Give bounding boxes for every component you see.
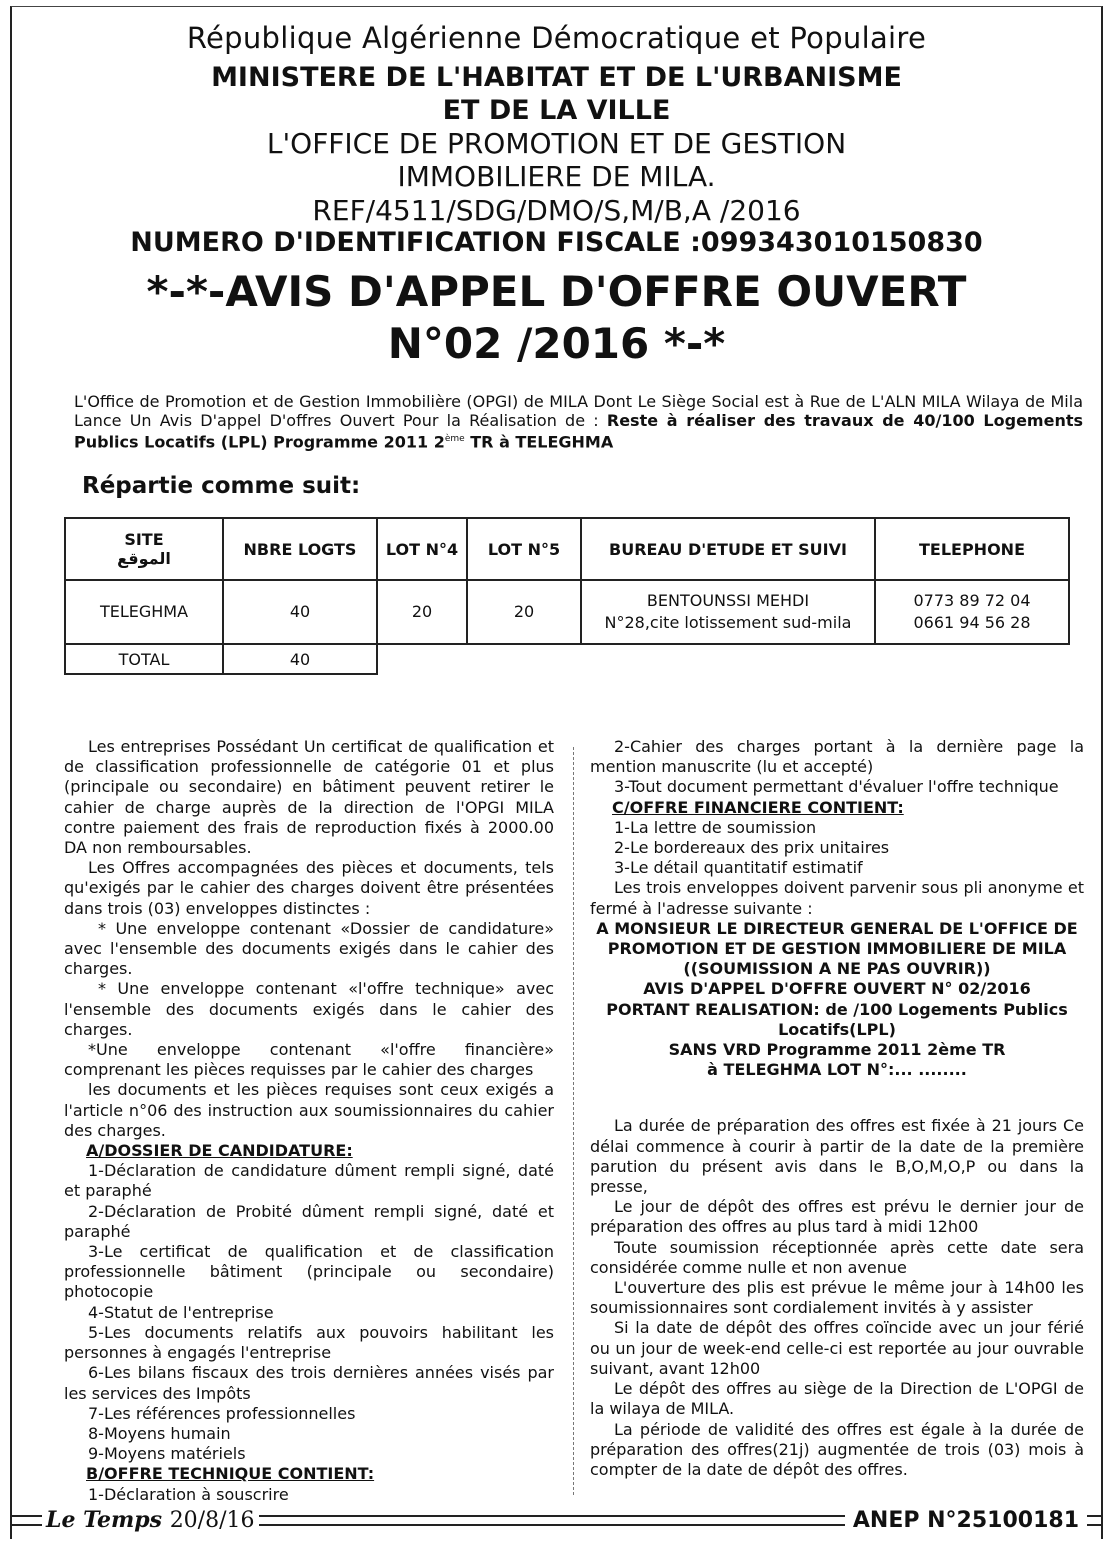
paragraph: 3-Le certificat de qualification et de classification professionnelle bâtiment (principale ou secondaire) photocopie	[64, 1242, 554, 1302]
lots-table	[64, 517, 1070, 675]
footer	[12, 1505, 1101, 1535]
paragraph: AVIS D'APPEL D'OFFRE OUVERT N° 02/2016	[643, 979, 1031, 999]
intro-bold-end: TR à TELEGHMA	[464, 432, 614, 452]
paragraph: A MONSIEUR LE DIRECTEUR GENERAL DE L'OFFICE DE PROMOTION ET DE GESTION IMMOBILIERE DE MILA	[596, 918, 1078, 959]
intro-bold-sup: ème	[444, 434, 465, 444]
intro-bold: Reste à réaliser des travaux de 40/100 Logements Publics Locatifs (LPL) Programme 2011 2	[74, 411, 1084, 452]
paragraph: Les Offres accompagnées des pièces et documents, tels qu'exigés par le cahier des charges doivent être présentées dans trois (03) enveloppes distinctes :	[64, 858, 554, 918]
section-heading: A/DOSSIER DE CANDIDATURE:	[86, 1141, 353, 1161]
paragraph: La durée de préparation des offres est fixée à 21 jours Ce délai commence à courir à partir de la date de la première parution du présent avis dans le B,O,M,O,P ou dans la presse,	[590, 1116, 1084, 1197]
repartition-title: Répartie comme suit:	[82, 473, 361, 500]
column-divider	[573, 747, 574, 1495]
cell-total-value: 40	[223, 644, 377, 674]
paragraph	[590, 1080, 1084, 1116]
paragraph: Le dépôt des offres au siège de la Direction de L'OPGI de la wilaya de MILA.	[590, 1379, 1084, 1419]
ministry-line-1: MINISTERE DE L'HABITAT ET DE L'URBANISME	[211, 62, 902, 93]
paragraph: * Une enveloppe contenant «l'offre technique» avec l'ensemble des documents exigés dans le cahier des charges.	[64, 979, 554, 1039]
empty-cell	[467, 644, 581, 674]
newspaper-name	[42, 1507, 259, 1533]
paragraph: ((SOUMISSION A NE PAS OUVRIR))	[683, 959, 991, 979]
footer-rule	[259, 1515, 845, 1526]
paragraph: 3-Le détail quantitatif estimatif	[614, 858, 863, 878]
paragraph: Les trois enveloppes doivent parvenir sous pli anonyme et fermé à l'adresse suivante :	[590, 878, 1084, 918]
bureau-address: N°28,cite lotissement sud-mila	[604, 613, 852, 633]
bureau-name: BENTOUNSSI MEHDI	[646, 591, 810, 611]
paragraph: * Une enveloppe contenant «Dossier de candidature» avec l'ensemble des documents exigés dans le cahier des charges.	[64, 918, 554, 979]
table-header-row	[65, 518, 1069, 580]
th-lot4: LOT N°4	[377, 518, 467, 580]
empty-cell	[875, 644, 1069, 674]
th-site	[65, 518, 223, 580]
newspaper-date: 20/8/16	[169, 1508, 255, 1533]
th-site-label: SITE	[124, 530, 164, 550]
empty-cell	[377, 644, 467, 674]
paragraph: 8-Moyens humain	[88, 1423, 231, 1443]
cell-nbre: 40	[223, 580, 377, 644]
reference-number: REF/4511/SDG/DMO/S,M/B,A /2016	[312, 194, 801, 227]
paragraph: SANS VRD Programme 2011 2ème TR	[668, 1040, 1006, 1060]
paragraph: les documents et les pièces requises sont ceux exigés a l'article n°06 des instruction aux soumissionnaires du cahier des charges.	[64, 1080, 554, 1140]
intro-paragraph	[74, 392, 1083, 451]
intro-text: L'Office de Promotion et de Gestion Immobilière (OPGI) de MILA Dont Le Siège Social est à Rue de L'ALN MILA Wilaya de Mila Lance Un Avis D'appel D'offres Ouvert Pour la Réalisation de :	[74, 392, 1083, 430]
paragraph: 5-Les documents relatifs aux pouvoirs habilitant les personnes à engagés l'entreprise	[64, 1322, 554, 1363]
right-column	[590, 737, 1084, 1480]
th-site-arabic: الموقع	[117, 549, 171, 569]
footer-rule	[12, 1515, 42, 1526]
paragraph: Toute soumission réceptionnée après cette date sera considérée comme nulle et non avenue	[590, 1237, 1084, 1277]
paragraph: 7-Les références professionnelles	[88, 1403, 356, 1423]
paragraph: La période de validité des offres est égale à la durée de préparation des offres(21j) augmentée de trois (03) mois à compter de la date de dépôt des offres.	[590, 1419, 1084, 1479]
paragraph: à TELEGHMA LOT N°:... ........	[707, 1060, 967, 1080]
paragraph: 6-Les bilans fiscaux des trois dernières années visés par les services des Impôts	[64, 1363, 554, 1403]
phone-1: 0773 89 72 04	[913, 591, 1031, 611]
cell-lot5: 20	[467, 580, 581, 644]
paragraph: 4-Statut de l'entreprise	[88, 1302, 274, 1322]
cell-site: TELEGHMA	[65, 580, 223, 644]
section-heading: B/OFFRE TECHNIQUE CONTIENT:	[86, 1464, 375, 1484]
paragraph: 9-Moyens matériels	[88, 1444, 246, 1464]
cell-lot4: 20	[377, 580, 467, 644]
paragraph: *Une enveloppe contenant «l'offre financière» comprenant les pièces requisses par le cahier des charges	[64, 1040, 554, 1080]
paragraph: Le jour de dépôt des offres est prévu le dernier jour de préparation des offres au plus tard à midi 12h00	[590, 1197, 1084, 1237]
anep-number: ANEP N°25100181	[852, 1507, 1079, 1533]
footer-rule	[1087, 1515, 1101, 1526]
left-column	[64, 737, 554, 1505]
phone-2: 0661 94 56 28	[913, 613, 1031, 633]
paragraph: 1-La lettre de soumission	[614, 817, 817, 837]
th-lot5: LOT N°5	[467, 518, 581, 580]
office-line-1: L'OFFICE DE PROMOTION ET DE GESTION	[266, 127, 847, 160]
empty-cell	[581, 644, 875, 674]
paragraph: 3-Tout document permettant d'évaluer l'offre technique	[614, 777, 1059, 797]
office-line-2: IMMOBILIERE DE MILA.	[397, 160, 716, 193]
cell-total-label: TOTAL	[65, 644, 223, 674]
notice-title-2: N°02 /2016 *-*	[387, 319, 726, 368]
paragraph: 1-Déclaration à souscrire	[88, 1484, 289, 1504]
th-telephone: TELEPHONE	[875, 518, 1069, 580]
th-bureau: BUREAU D'ETUDE ET SUIVI	[581, 518, 875, 580]
paragraph: PORTANT REALISATION: de /100 Logements Publics Locatifs(LPL)	[606, 999, 1068, 1039]
paragraph: Si la date de dépôt des offres coïncide avec un jour férié ou un jour de week-end celle-ci est reportée au jour ouvrable suivant, avant 12h00	[590, 1318, 1084, 1378]
table-row	[65, 580, 1069, 644]
ministry-line-2: ET DE LA VILLE	[442, 95, 671, 126]
header	[12, 21, 1101, 370]
republic-title: République Algérienne Démocratique et Populaire	[186, 21, 927, 55]
table-total-row	[65, 644, 1069, 674]
paragraph: L'ouverture des plis est prévue le même jour à 14h00 les soumissionnaires sont cordialement invités à y assister	[590, 1278, 1084, 1318]
cell-telephone	[875, 580, 1069, 644]
paragraph: 2-Le bordereaux des prix unitaires	[614, 838, 890, 858]
newspaper-title: Le Temps	[46, 1507, 163, 1533]
cell-bureau	[581, 580, 875, 644]
paragraph: 2-Cahier des charges portant à la dernière page la mention manuscrite (lu et accepté)	[590, 737, 1084, 777]
paragraph: 2-Déclaration de Probité dûment rempli signé, daté et paraphé	[64, 1201, 554, 1241]
notice-page	[10, 6, 1103, 1539]
notice-title-1: *-*-AVIS D'APPEL D'OFFRE OUVERT	[146, 267, 967, 316]
paragraph: 1-Déclaration de candidature dûment rempli signé, daté et paraphé	[64, 1161, 554, 1201]
tax-id: NUMERO D'IDENTIFICATION FISCALE :099343010150830	[130, 227, 983, 258]
th-nbre: NBRE LOGTS	[223, 518, 377, 580]
section-heading: C/OFFRE FINANCIERE CONTIENT:	[612, 797, 904, 817]
paragraph: Les entreprises Possédant Un certificat de qualification et de classification professionnelle de catégorie 01 et plus (principale ou secondaire) en bâtiment peuvent retirer le cahier de charge auprès de la direction de l'OPGI MILA contre paiement des frais de reproduction fixés à 2000.00 DA non remboursables.	[64, 737, 554, 858]
